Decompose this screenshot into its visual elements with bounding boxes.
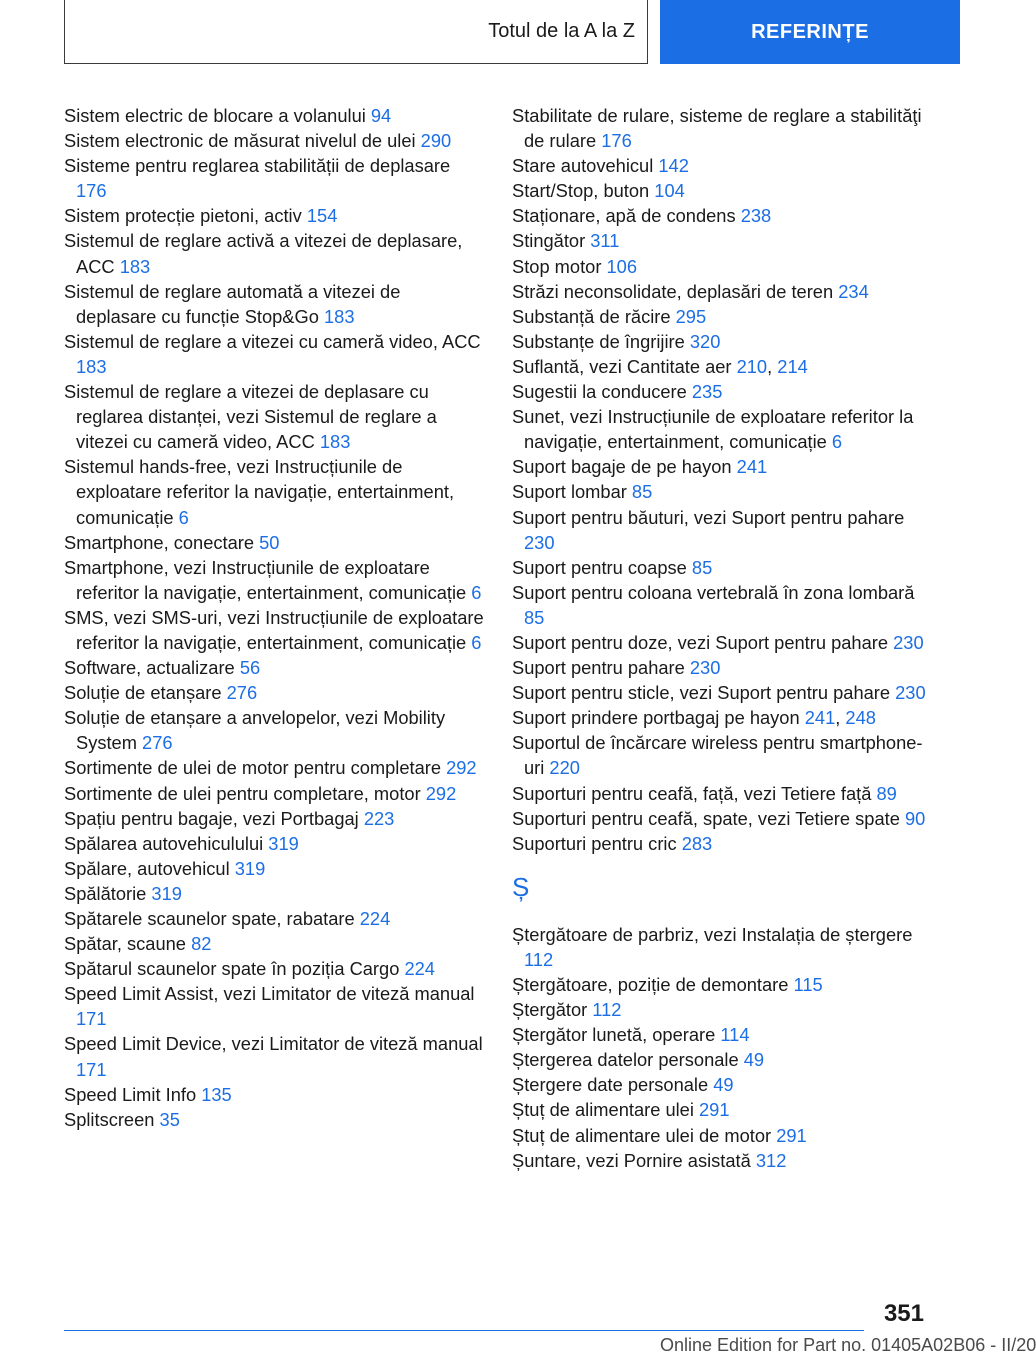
index-entry-text: Suporturi pentru ceafă, spate, vezi Tetiere spate xyxy=(512,807,900,829)
index-entry-text: Suporturi pentru cric xyxy=(512,832,677,854)
index-entry xyxy=(64,605,484,655)
index-entry xyxy=(512,972,932,997)
index-entry-text: Suport lombar xyxy=(512,481,627,503)
index-entry xyxy=(64,831,484,856)
index-entry xyxy=(64,1082,484,1107)
index-entry-text: Suport pentru sticle, vezi Suport pentru pahare xyxy=(512,682,891,704)
page-reference-link[interactable]: 90 xyxy=(904,807,926,829)
index-entry-text: Smartphone, vezi Instrucțiunile de exploatare referitor la navigație, entertainment, comunicație xyxy=(64,556,467,603)
index-entry-text: Sunet, vezi Instrucțiunile de exploatare referitor la navigație, entertainment, comunicație xyxy=(512,406,914,453)
index-column-left xyxy=(64,103,484,1132)
index-entry xyxy=(64,454,484,529)
page-reference-link[interactable]: 295 xyxy=(675,305,707,327)
index-entry-text: Stingător xyxy=(512,230,586,252)
page-reference-link[interactable]: 85 xyxy=(691,556,713,578)
page-reference-link[interactable]: 230 xyxy=(689,657,721,679)
index-entry xyxy=(512,781,932,806)
index-entry-text: SMS, vezi SMS-uri, vezi Instrucțiunile de exploatare referitor la navigație, entertainment, comunicație xyxy=(64,606,484,653)
index-entry xyxy=(64,881,484,906)
index-list-sh xyxy=(512,922,932,1173)
index-entry xyxy=(512,479,932,504)
index-entry xyxy=(64,530,484,555)
index-entry-text: Suport pentru coapse xyxy=(512,556,687,578)
page-reference-link[interactable]: 223 xyxy=(363,807,395,829)
index-entry xyxy=(64,806,484,831)
index-entry xyxy=(512,178,932,203)
page-reference-link[interactable]: 89 xyxy=(876,782,897,804)
index-entry-text: Substanțe de îngrijire xyxy=(512,330,685,352)
page-reference-link[interactable]: 319 xyxy=(268,832,299,854)
index-entry-text: Ștergere date personale xyxy=(512,1074,709,1096)
index-entry xyxy=(512,730,932,780)
index-entry-text: Sortimente de ulei pentru completare, motor xyxy=(64,782,421,804)
index-entry-text: Suport pentru coloana vertebrală în zona lombară xyxy=(512,581,915,603)
page-reference-link[interactable]: 276 xyxy=(142,732,173,754)
index-entry: Suport prindere portbagaj pe hayon 241, 248 xyxy=(512,707,876,729)
index-entry xyxy=(512,203,932,228)
page-reference-link[interactable]: 35 xyxy=(159,1108,180,1130)
index-entry-text: Ștergător xyxy=(512,999,588,1021)
page-reference-link[interactable]: 135 xyxy=(201,1083,232,1105)
page-reference-link[interactable]: 85 xyxy=(524,606,545,628)
index-entry xyxy=(512,1022,932,1047)
index-entry-text: Suport pentru doze, vezi Suport pentru pahare xyxy=(512,631,889,653)
index-entry xyxy=(512,680,932,705)
page-reference-link[interactable]: 176 xyxy=(601,130,632,152)
page-reference-link[interactable]: 235 xyxy=(691,381,723,403)
page-reference-link[interactable]: 115 xyxy=(793,974,823,995)
index-entry-text: Suport bagaje de pe hayon xyxy=(512,456,732,478)
index-entry-text: Suporturi pentru ceafă, față, vezi Tetiere față xyxy=(512,782,872,804)
index-entry xyxy=(64,128,484,153)
page-reference-link[interactable]: 183 xyxy=(319,431,351,453)
page-reference-link[interactable]: 112 xyxy=(592,999,622,1021)
index-entry-text: Sistemul hands-free, vezi Instrucțiunile de exploatare referitor la navigație, entertainment, comunicație xyxy=(64,456,455,528)
page-reference-link[interactable]: 50 xyxy=(259,531,280,553)
index-entry xyxy=(64,680,484,705)
index-entry-text: Sistem protecție pietoni, activ xyxy=(64,205,302,227)
chapter-title: REFERINȚE xyxy=(751,20,869,43)
index-entry xyxy=(64,655,484,680)
index-entry-text: Sistemul de reglare a vitezei de deplasare cu reglarea distanței, vezi Sistemul de reglare a vitezei cu cameră video, ACC xyxy=(64,381,437,453)
page-reference-link[interactable]: 6 xyxy=(471,581,482,603)
index-entry xyxy=(512,831,932,856)
index-entry-text: Soluție de etanșare xyxy=(64,682,222,704)
index-entry xyxy=(64,906,484,931)
index-entry xyxy=(512,379,932,404)
index-entry xyxy=(512,254,932,279)
index-entry-text: Ștergător lunetă, operare xyxy=(512,1024,716,1046)
index-entry xyxy=(512,329,932,354)
page-number: 351 xyxy=(883,1300,924,1327)
index-entry-text: Spălarea autovehiculului xyxy=(64,832,264,854)
index-entry xyxy=(512,580,932,630)
page-reference-link[interactable]: 291 xyxy=(699,1099,730,1121)
index-entry-text: Sisteme pentru reglarea stabilității de deplasare xyxy=(64,155,451,177)
index-entry xyxy=(512,922,932,972)
index-entry xyxy=(64,956,484,981)
index-entry-text: Spătarul scaunelor spate în poziția Cargo xyxy=(64,958,400,980)
section-letter: Ș xyxy=(512,871,530,902)
page-reference-link[interactable]: 248 xyxy=(845,707,876,729)
index-entry xyxy=(64,705,484,755)
index-entry-text: Soluție de etanșare a anvelopelor, vezi Mobility System xyxy=(64,707,446,754)
page-reference-link[interactable]: 311 xyxy=(590,230,620,252)
index-entry-text: Substanță de răcire xyxy=(512,305,671,327)
index-entry-text: Suportul de încărcare wireless pentru smartphone-uri xyxy=(512,732,923,779)
index-entry-text: Stare autovehicul xyxy=(512,155,654,177)
index-entry-text: Străzi neconsolidate, deplasări de teren xyxy=(512,280,834,302)
page-reference-link[interactable]: 224 xyxy=(359,908,391,929)
page-reference-link[interactable]: 171 xyxy=(76,1008,107,1030)
section-title: Totul de la A la Z xyxy=(488,20,635,42)
index-entry-text: Speed Limit Device, vezi Limitator de viteză manual xyxy=(64,1033,483,1055)
page-reference-link[interactable]: 94 xyxy=(370,105,392,126)
index-entry xyxy=(512,304,932,329)
index-entry xyxy=(64,103,484,128)
chapter-tab[interactable] xyxy=(660,0,960,64)
index-entry xyxy=(64,981,484,1031)
page-reference-link[interactable]: 183 xyxy=(76,355,107,377)
index-entry-text: Sistemul de reglare automată a vitezei de deplasare cu funcție Stop&Go xyxy=(64,280,401,327)
index-entry xyxy=(64,203,484,228)
page-reference-link[interactable]: 154 xyxy=(306,205,338,227)
page-reference-link[interactable]: 241 xyxy=(804,707,836,729)
index-entry-text: Stop motor xyxy=(512,255,602,277)
index-entry xyxy=(512,228,932,253)
index-entry xyxy=(512,555,932,580)
page-reference-link[interactable]: 283 xyxy=(681,832,713,854)
page-reference-link[interactable]: 230 xyxy=(893,631,924,653)
index-entry xyxy=(64,329,484,379)
index-entry-text: Ștuț de alimentare ulei de motor xyxy=(512,1124,772,1146)
page-reference-link[interactable]: 104 xyxy=(654,180,685,202)
page-reference-link[interactable]: 291 xyxy=(776,1124,807,1146)
page-reference-link[interactable]: 292 xyxy=(446,757,477,779)
index-entry xyxy=(512,1123,932,1148)
page-reference-link[interactable]: 214 xyxy=(777,355,808,377)
index-entry xyxy=(64,379,484,454)
index-entry xyxy=(64,153,484,203)
page-reference-link[interactable]: 6 xyxy=(471,631,482,653)
index-entry xyxy=(512,454,932,479)
index-entry xyxy=(64,856,484,881)
page-reference-link[interactable]: 220 xyxy=(549,757,580,779)
page-reference-link[interactable]: 290 xyxy=(420,130,452,152)
index-entry xyxy=(512,1148,932,1173)
index-entry xyxy=(512,103,932,153)
index-entry-text: Spălătorie xyxy=(64,882,147,904)
index-entry-text: Suflantă, vezi Cantitate aer xyxy=(512,355,732,377)
page-reference-link[interactable]: 112 xyxy=(524,948,554,970)
index-entry xyxy=(512,997,932,1022)
index-entry-text: Sistemul de reglare activă a vitezei de deplasare, ACC xyxy=(64,230,463,277)
index-entry-text: Sistemul de reglare a vitezei cu cameră video, ACC xyxy=(64,330,481,352)
page-reference-link[interactable]: 312 xyxy=(755,1149,787,1171)
index-entry: Suflantă, vezi Cantitate aer 210, 214 xyxy=(512,355,808,377)
index-entry xyxy=(64,228,484,278)
index-entry-text: Spătar, scaune xyxy=(64,933,186,955)
index-entry-text: Speed Limit Info xyxy=(64,1083,197,1105)
index-entry-text: Spătarele scaunelor spate, rabatare xyxy=(64,908,355,929)
index-entry xyxy=(64,1031,484,1081)
page-reference-link[interactable]: 183 xyxy=(119,255,151,277)
page-reference-link[interactable]: 6 xyxy=(831,431,843,453)
page-reference-link[interactable]: 276 xyxy=(226,682,258,704)
footer-divider xyxy=(64,1330,864,1331)
page-reference-link[interactable]: 114 xyxy=(720,1024,750,1046)
index-entry xyxy=(512,806,932,831)
page-reference-link[interactable]: 224 xyxy=(404,958,435,980)
index-entry xyxy=(64,555,484,605)
index-entry-text: Spălare, autovehicul xyxy=(64,857,230,879)
page-reference-link[interactable]: 234 xyxy=(838,280,869,302)
index-entry xyxy=(512,630,932,655)
index-column-right xyxy=(512,103,932,1173)
index-entry-text: Smartphone, conectare xyxy=(64,531,255,553)
index-entry xyxy=(512,153,932,178)
index-entry xyxy=(512,1097,932,1122)
index-entry-text: Splitscreen xyxy=(64,1108,155,1130)
index-entry-text: Ștergerea datelor personale xyxy=(512,1049,739,1071)
page-reference-link[interactable]: 230 xyxy=(524,531,555,553)
index-entry-text: Sugestii la conducere xyxy=(512,381,687,403)
index-entry-text: Suport pentru pahare xyxy=(512,657,685,679)
index-entry xyxy=(64,781,484,806)
index-entry-text: Suport prindere portbagaj pe hayon xyxy=(512,707,800,729)
index-entry-text: Sistem electronic de măsurat nivelul de ulei xyxy=(64,130,416,152)
page-reference-link[interactable]: 106 xyxy=(606,255,638,277)
index-entry-text: Speed Limit Assist, vezi Limitator de viteză manual xyxy=(64,983,475,1005)
page-reference-link[interactable]: 238 xyxy=(740,205,772,227)
index-entry-text: Sistem electric de blocare a volanului xyxy=(64,105,366,126)
index-list-s xyxy=(512,103,932,856)
index-entry xyxy=(64,755,484,780)
page-reference-link[interactable]: 292 xyxy=(425,782,457,804)
index-entry xyxy=(512,505,932,555)
page-reference-link[interactable]: 320 xyxy=(689,330,721,352)
index-entry xyxy=(64,931,484,956)
page-reference-link[interactable]: 82 xyxy=(191,933,212,955)
index-entry-text: Suport pentru băuturi, vezi Suport pentru pahare xyxy=(512,506,905,528)
page-reference-link[interactable]: 49 xyxy=(743,1049,765,1071)
page-reference-link[interactable]: 49 xyxy=(713,1074,734,1096)
index-entry-text: Software, actualizare xyxy=(64,657,235,679)
page-reference-link[interactable]: 171 xyxy=(76,1058,107,1080)
index-entry xyxy=(512,655,932,680)
page-reference-link[interactable]: 176 xyxy=(76,180,107,202)
page-reference-link[interactable]: 319 xyxy=(234,857,266,879)
index-entry-text: Staționare, apă de condens xyxy=(512,205,736,227)
index-entry xyxy=(512,1072,932,1097)
index-entry-text: Spațiu pentru bagaje, vezi Portbagaj xyxy=(64,807,359,829)
page-reference-link[interactable]: 85 xyxy=(631,481,653,503)
index-entry-text: Ștuț de alimentare ulei xyxy=(512,1099,694,1121)
index-entry xyxy=(512,1047,932,1072)
page-reference-link[interactable]: 319 xyxy=(151,882,182,904)
section-title-tab xyxy=(64,0,648,64)
page-reference-link[interactable]: 183 xyxy=(323,305,355,327)
page-reference-link[interactable]: 56 xyxy=(239,657,261,679)
page-reference-link[interactable]: 230 xyxy=(895,682,926,704)
index-entry xyxy=(512,404,932,454)
index-entry-text: Ștergătoare, poziție de demontare xyxy=(512,974,789,995)
index-entry xyxy=(64,279,484,329)
index-entry-text: Ștergătoare de parbriz, vezi Instalația de ștergere xyxy=(512,923,913,945)
footer-edition: Online Edition for Part no. 01405A02B06 - II/20 xyxy=(660,1335,1036,1355)
page-reference-link[interactable]: 6 xyxy=(178,506,189,528)
index-entry-text: Start/Stop, buton xyxy=(512,180,650,202)
index-entry-text: Șuntare, vezi Pornire asistată xyxy=(512,1149,751,1171)
page-reference-link[interactable]: 241 xyxy=(736,456,768,478)
page-reference-link[interactable]: 210 xyxy=(736,355,768,377)
index-entry xyxy=(512,279,932,304)
index-entry xyxy=(64,1107,484,1132)
page-reference-link[interactable]: 142 xyxy=(658,155,689,177)
index-entry-text: Stabilitate de rulare, sisteme de reglare a stabilităţi de rulare xyxy=(512,105,922,152)
index-entry-text: Sortimente de ulei de motor pentru completare xyxy=(64,757,441,779)
